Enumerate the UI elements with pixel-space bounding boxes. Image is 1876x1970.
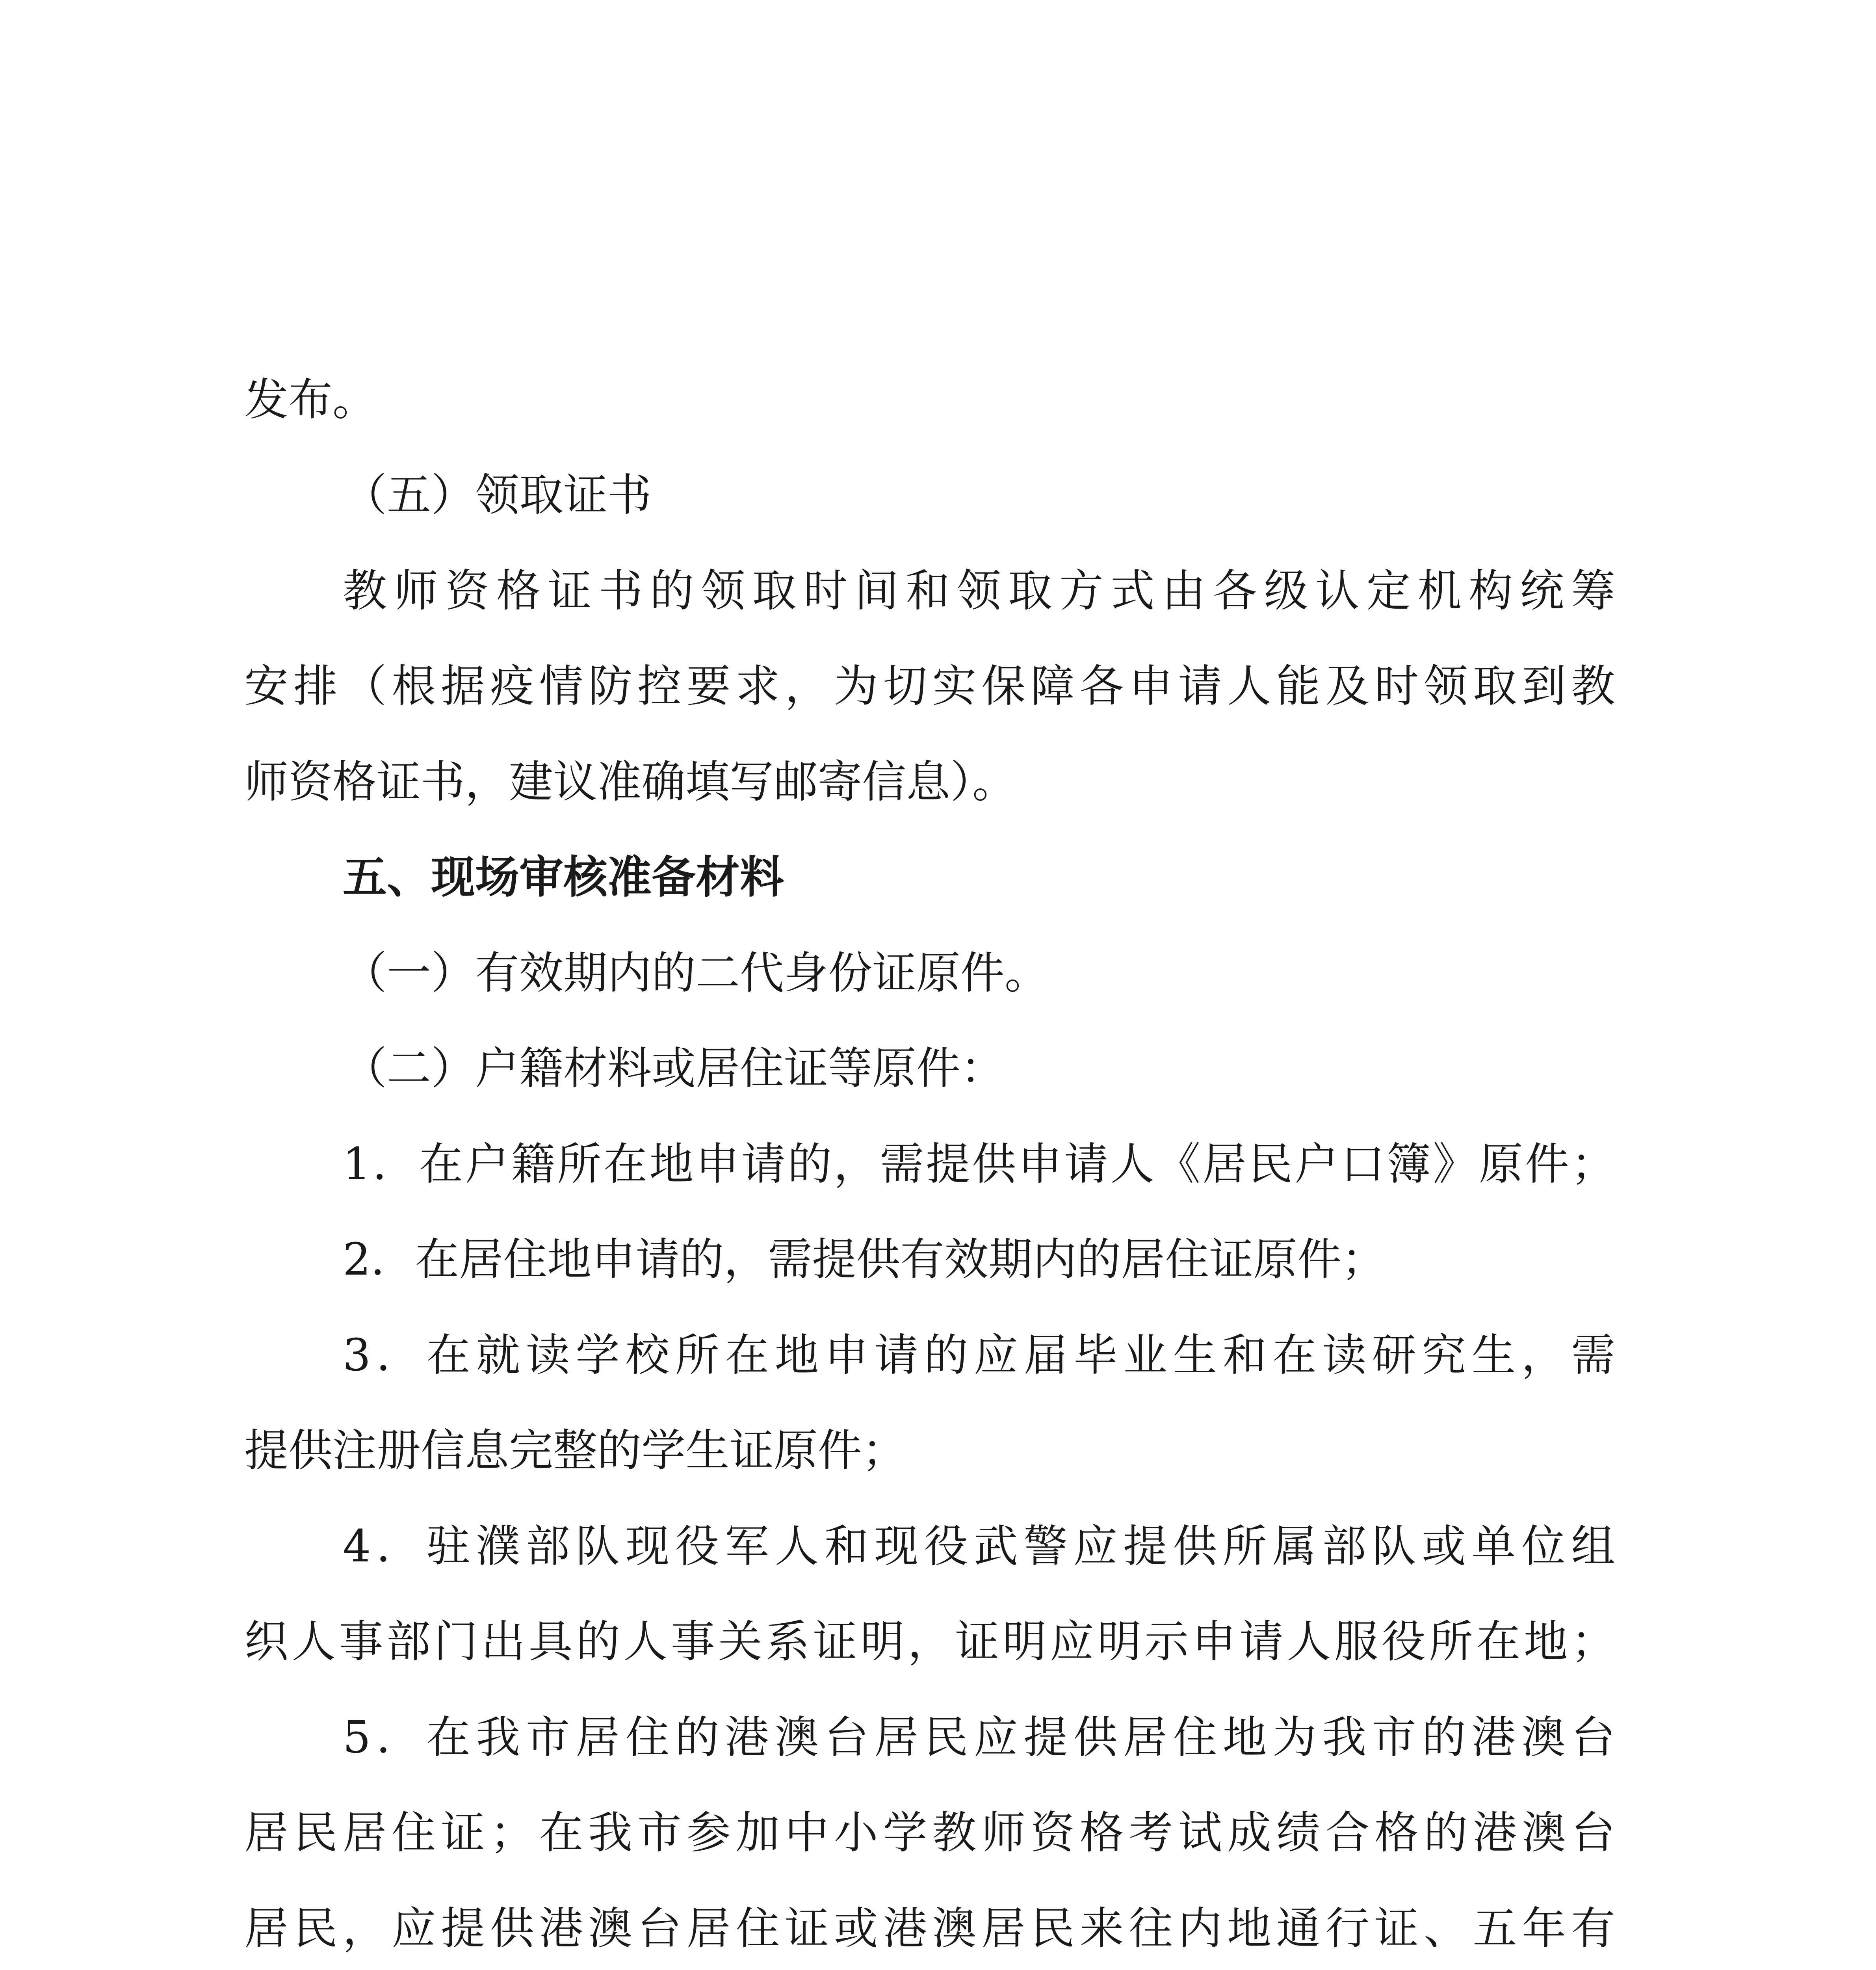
paragraph-line: 提供注册信息完整的学生证原件； (244, 1425, 906, 1476)
paragraph-line: 师资格证书，建议准确填写邮寄信息）。 (244, 756, 1016, 808)
paragraph-line: （一）有效期内的二代身份证原件。 (343, 948, 1049, 999)
list-item: 5．在我市居住的港澳台居民应提供居住地为我市的港澳台 (343, 1712, 1615, 1763)
paragraph-line: 安排（根据疫情防控要求，为切实保障各申请人能及时领取到教 (244, 661, 1615, 712)
paragraph-line: 发布。 (244, 374, 377, 426)
paragraph-line: 织人事部门出具的人事关系证明，证明应明示申请人服役所在地； (244, 1616, 1615, 1667)
list-item: 2．在居住地申请的，需提供有效期内的居住证原件； (343, 1234, 1386, 1285)
paragraph-line: 居民居住证；在我市参加中小学教师资格考试成绩合格的港澳台 (244, 1807, 1615, 1858)
list-item: 4．驻濮部队现役军人和现役武警应提供所属部队或单位组 (343, 1521, 1615, 1572)
section-heading: （五）领取证书 (343, 470, 652, 521)
list-item: 3．在就读学校所在地申请的应届毕业生和在读研究生，需 (343, 1330, 1615, 1381)
paragraph-line: 居民，应提供港澳台居住证或港澳居民来往内地通行证、五年有 (244, 1903, 1615, 1954)
chapter-heading: 五、现场审核准备材料 (343, 852, 784, 903)
paragraph-line: 教师资格证书的领取时间和领取方式由各级认定机构统筹 (343, 565, 1615, 617)
paragraph-line: （二）户籍材料或居住证等原件： (343, 1043, 1005, 1094)
list-item: 1．在户籍所在地申请的，需提供申请人《居民户口簿》原件； (343, 1139, 1615, 1190)
